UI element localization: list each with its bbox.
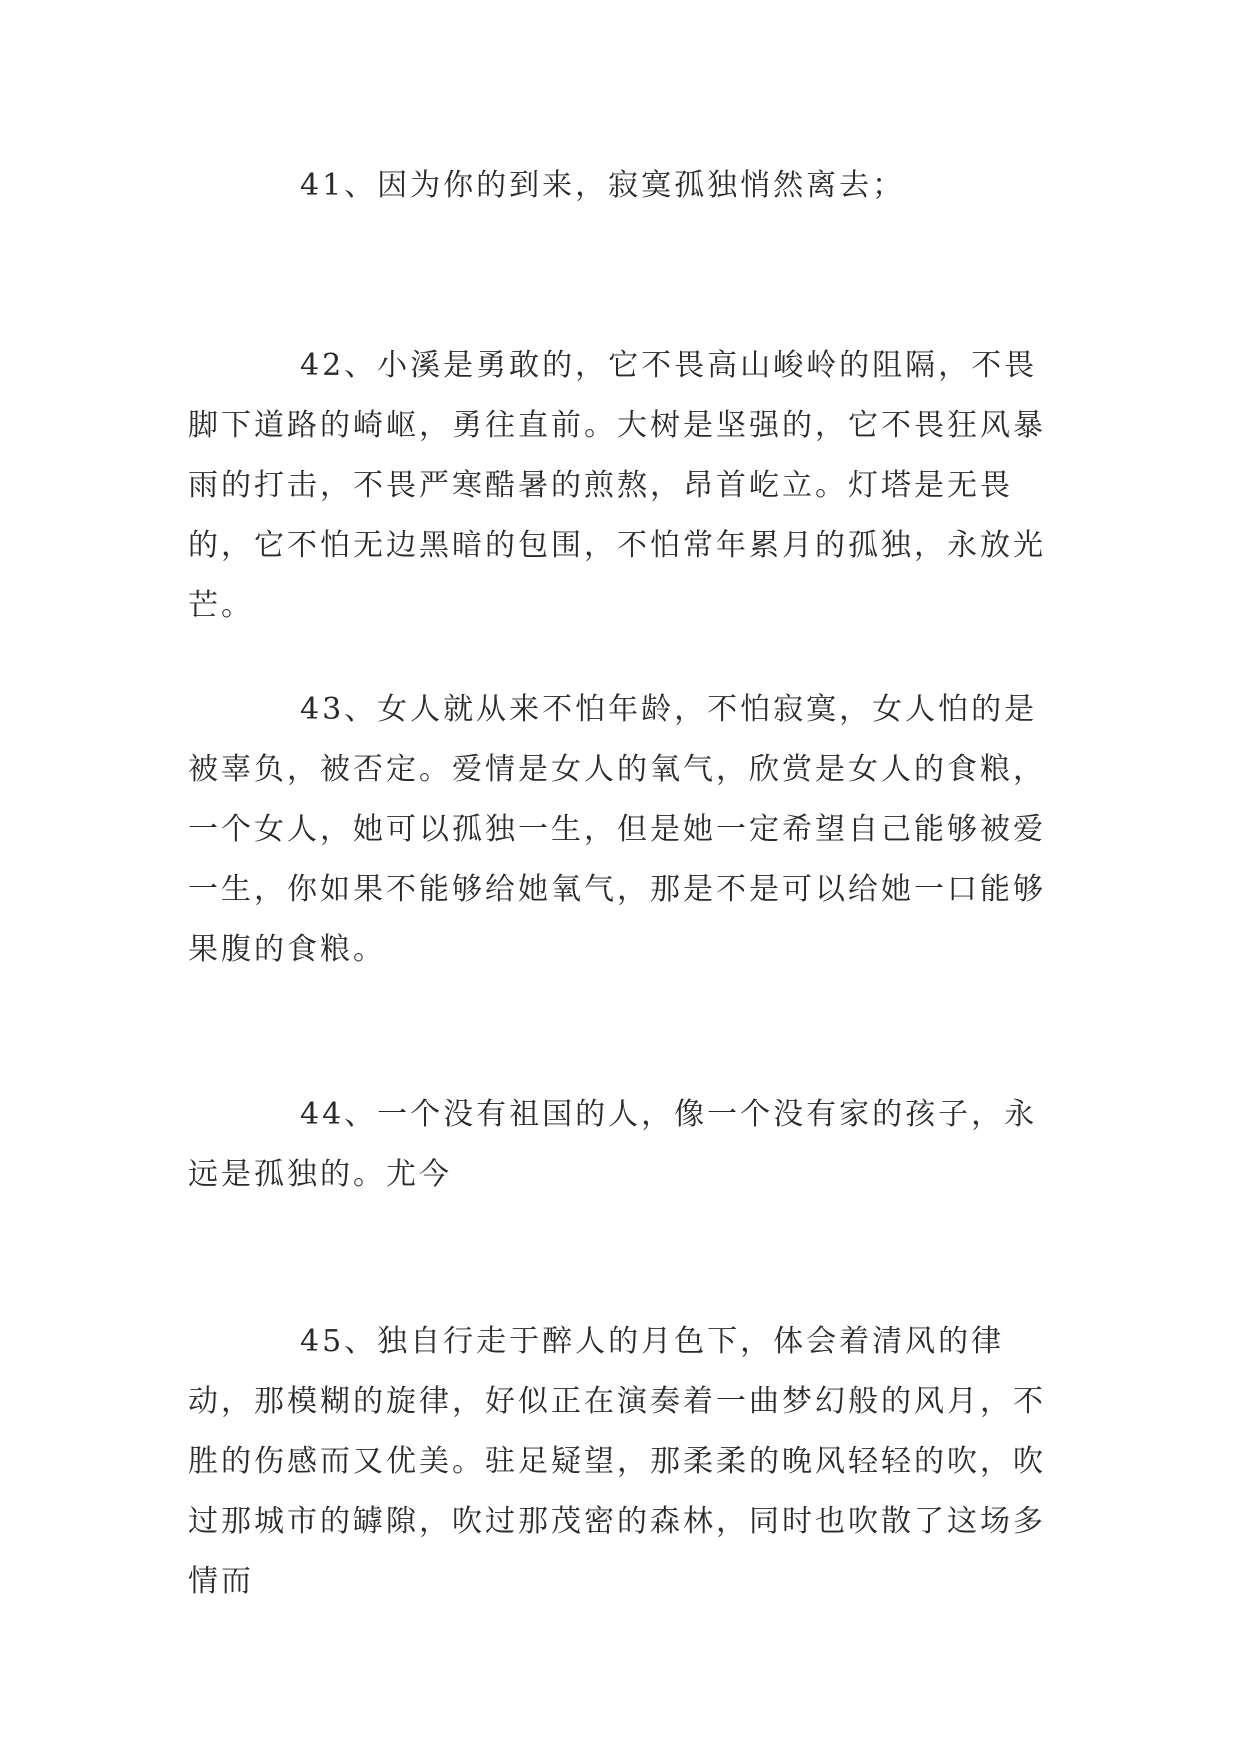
paragraph-43: 43、女人就从来不怕年龄，不怕寂寞，女人怕的是被辜负，被否定。爱情是女人的氧气，欣赏是女人的食粮，一个女人，她可以孤独一生，但是她一定希望自己能够被爱一生，你如果不能够给她氧气，那是不是可以给她一口能够果腹的食粮。: [188, 692, 1046, 967]
paragraph-41: 41、因为你的到来，寂寞孤独悄然离去；: [300, 168, 906, 203]
paragraph-45: 45、独自行走于醉人的月色下，体会着清风的律动，那模糊的旋律，好似正在演奏着一曲梦幻般的风月，不胜的伤感而又优美。驻足疑望，那柔柔的晚风轻轻的吹，吹过那城市的罅隙，吹过那茂密的森林，同时也吹散了这场多情而: [188, 1324, 1046, 1599]
paragraph-44: 44、一个没有祖国的人，像一个没有家的孩子，永远是孤独的。尤今: [188, 1097, 1038, 1192]
paragraph-42: 42、小溪是勇敢的，它不畏高山峻岭的阻隔，不畏脚下道路的崎岖，勇往直前。大树是坚强的，它不畏狂风暴雨的打击，不畏严寒酷暑的煎熬，昂首屹立。灯塔是无畏的，它不怕无边黑暗的包围，不怕常年累月的孤独，永放光芒。: [188, 348, 1046, 623]
